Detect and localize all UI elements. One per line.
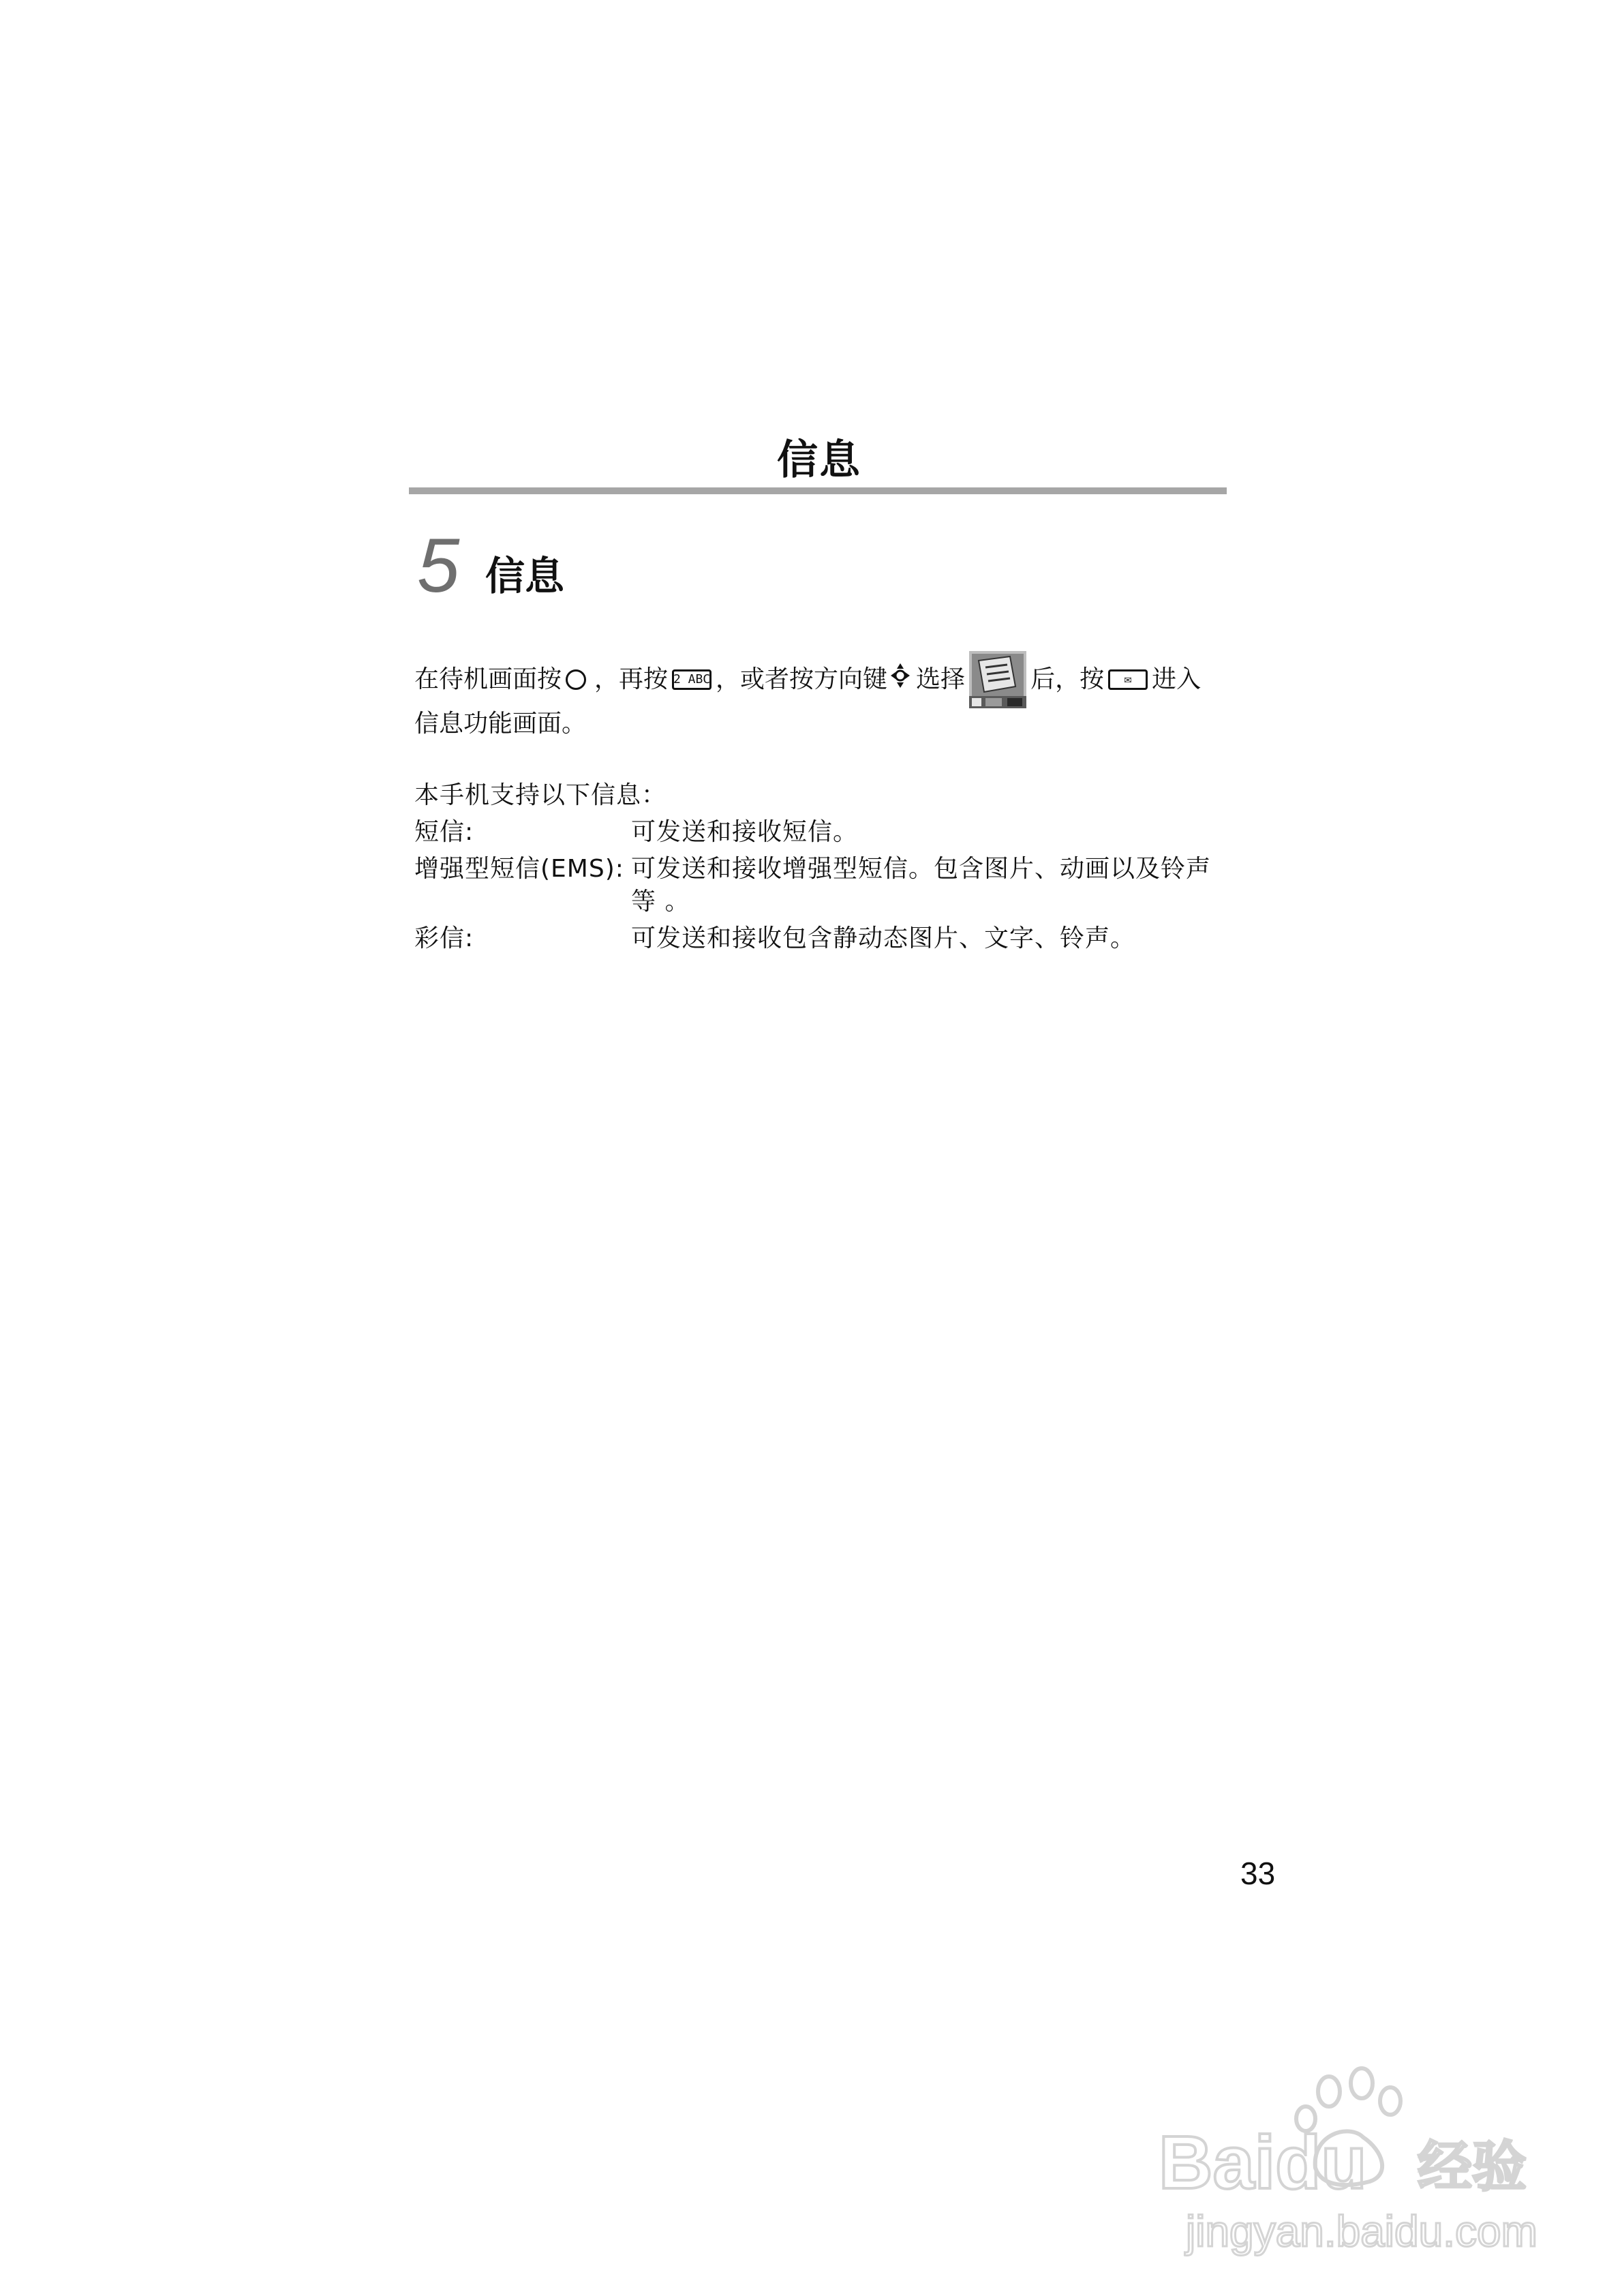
intro-line-2: 信息功能画面。 bbox=[414, 710, 587, 738]
support-term: 彩信: bbox=[414, 924, 474, 952]
support-desc-line: 可发送和接收短信。 bbox=[631, 818, 859, 846]
mail-key-icon: ✉ bbox=[1108, 669, 1148, 690]
circle-key-icon bbox=[566, 669, 586, 690]
watermark-brand: Baidu bbox=[1159, 2121, 1367, 2205]
support-item-sms bbox=[414, 816, 1231, 849]
baidu-watermark bbox=[1145, 2059, 1554, 2263]
key-2-abc-icon: 2 ABC bbox=[672, 669, 711, 690]
support-desc-line: 可发送和接收包含静动态图片、文字、铃声。 bbox=[631, 924, 1136, 952]
support-item-mms bbox=[414, 922, 1231, 955]
intro-text-4: 选择 bbox=[916, 665, 966, 693]
chapter-title: 信息 bbox=[485, 553, 565, 599]
header-rule bbox=[409, 487, 1227, 494]
support-desc bbox=[631, 816, 1231, 849]
intro-text-5: 后，按 bbox=[1030, 665, 1105, 693]
support-desc-line: 可发送和接收增强型短信。包含图片、动画以及铃声 bbox=[631, 855, 1212, 883]
support-item-ems bbox=[414, 853, 1231, 918]
section-header-title: 信息 bbox=[777, 436, 861, 484]
support-term: 增强型短信(EMS): bbox=[414, 855, 624, 883]
intro-text-2: ，再按 bbox=[594, 665, 669, 693]
page-number: 33 bbox=[1240, 1856, 1276, 1891]
intro-text-3: ，或者按方向键 bbox=[716, 665, 888, 693]
watermark-url: jingyan.baidu.com bbox=[1186, 2207, 1537, 2256]
support-list bbox=[414, 779, 1231, 959]
support-desc bbox=[631, 853, 1231, 918]
intro-line-1 bbox=[414, 651, 1201, 708]
chapter-number: 5 bbox=[417, 523, 460, 608]
support-desc-line: 等 。 bbox=[631, 888, 690, 916]
support-desc bbox=[631, 922, 1231, 955]
support-term: 短信: bbox=[414, 818, 474, 846]
direction-key-icon bbox=[890, 662, 911, 698]
watermark-brand-cn: 经验 bbox=[1418, 2135, 1527, 2199]
baidu-paw-logo bbox=[1145, 2059, 1554, 2263]
intro-text-6: 进入 bbox=[1152, 665, 1202, 693]
messages-menu-icon bbox=[969, 651, 1026, 708]
intro-text-1: 在待机画面按 bbox=[414, 665, 562, 693]
support-title: 本手机支持以下信息： bbox=[414, 781, 667, 809]
